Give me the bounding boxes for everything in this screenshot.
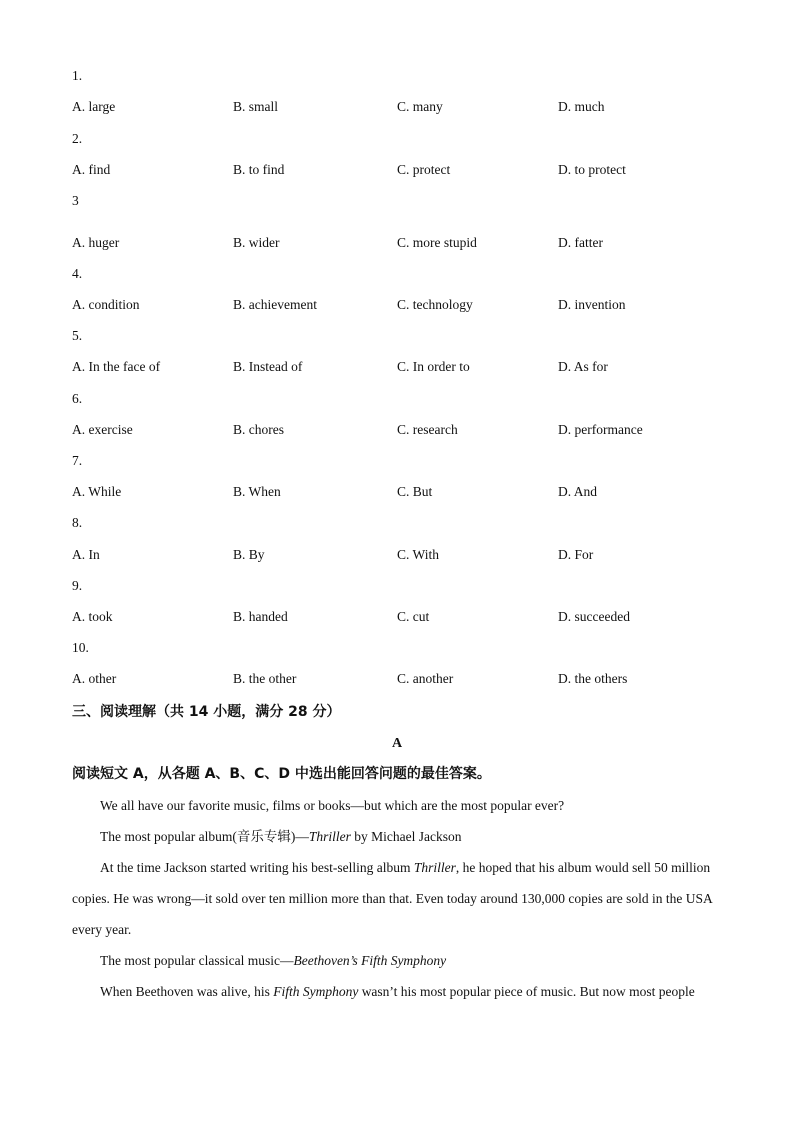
option-a: A. took (72, 609, 113, 624)
option-row (72, 98, 732, 116)
option-c: C. protect (397, 162, 451, 177)
option-a: A. In the face of (72, 359, 161, 374)
option-d: D. fatter (558, 235, 603, 250)
option-b: B. By (233, 547, 265, 562)
option-d: D. invention (558, 297, 626, 312)
paragraph-classical-heading (72, 945, 722, 976)
option-d: D. succeeded (558, 609, 630, 624)
option-c: C. research (397, 422, 458, 437)
question-number: 7. (72, 453, 83, 468)
question-number: 1. (72, 68, 83, 83)
option-d: D. much (558, 99, 605, 114)
question-number: 3 (72, 193, 79, 208)
option-c: C. technology (397, 297, 473, 312)
option-c: C. many (397, 99, 443, 114)
option-d: D. the others (558, 671, 628, 686)
paragraph-intro: We all have our favorite music, films or books—but which are the most popular ever? (100, 798, 565, 813)
option-row (72, 161, 732, 179)
option-b: B. Instead of (233, 359, 303, 374)
text-span: wasn’t his most popular piece of music. But now most people (358, 984, 695, 999)
paragraph-classical-body (72, 976, 722, 1007)
option-a: A. condition (72, 297, 140, 312)
option-row (72, 608, 732, 626)
question-number: 2. (72, 131, 83, 146)
text-span: At the time Jackson started writing his best-selling album (100, 860, 414, 875)
option-d: D. As for (558, 359, 608, 374)
section-heading: 三、阅读理解（共 14 小题，满分 28 分） (72, 704, 341, 720)
option-row (72, 421, 732, 439)
option-a: A. large (72, 99, 116, 114)
question-number: 5. (72, 328, 83, 343)
text-span: The most popular album(音乐专辑)— (100, 829, 309, 844)
option-c: C. another (397, 671, 454, 686)
option-row (72, 483, 732, 501)
passage-label: A (391, 736, 403, 751)
option-b: B. achievement (233, 297, 317, 312)
text-span: by Michael Jackson (350, 829, 462, 844)
reading-instruction: 阅读短文 A，从各题 A、B、C、D 中选出能回答问题的最佳答案。 (72, 766, 491, 782)
option-a: A. other (72, 671, 117, 686)
option-b: B. the other (233, 671, 297, 686)
option-d: D. For (558, 547, 594, 562)
question-number: 9. (72, 578, 83, 593)
symphony-title: Fifth Symphony (273, 984, 359, 999)
option-a: A. While (72, 484, 122, 499)
option-b: B. small (233, 99, 279, 114)
option-b: B. When (233, 484, 281, 499)
option-b: B. chores (233, 422, 284, 437)
text-span: When Beethoven was alive, his (100, 984, 274, 999)
option-a: A. find (72, 162, 111, 177)
option-d: D. performance (558, 422, 643, 437)
text-span: , he hoped that his album would sell 50 million copies. He was wrong—it sold over ten million more than that. Even today around 130,000 copies are sold in the USA every year. (72, 860, 713, 937)
option-d: D. to protect (558, 162, 626, 177)
question-number: 10. (72, 640, 89, 655)
option-b: B. to find (233, 162, 285, 177)
option-a: A. In (72, 547, 100, 562)
option-row (72, 296, 732, 314)
option-row (72, 670, 732, 688)
option-a: A. huger (72, 235, 120, 250)
question-number: 4. (72, 266, 83, 281)
paragraph-album-heading (72, 821, 722, 852)
option-a: A. exercise (72, 422, 133, 437)
option-c: C. cut (397, 609, 430, 624)
option-b: B. wider (233, 235, 280, 250)
option-d: D. And (558, 484, 598, 499)
album-title: Thriller (308, 829, 351, 844)
option-row (72, 234, 732, 252)
symphony-title: Beethoven’s Fifth Symphony (293, 953, 447, 968)
question-number: 6. (72, 391, 83, 406)
option-b: B. handed (233, 609, 288, 624)
option-c: C. With (397, 547, 439, 562)
question-number: 8. (72, 515, 83, 530)
album-title: Thriller (413, 860, 456, 875)
option-row (72, 358, 732, 376)
paragraph-album-body (72, 852, 722, 945)
option-c: C. In order to (397, 359, 470, 374)
option-row (72, 546, 732, 564)
option-c: C. more stupid (397, 235, 477, 250)
option-c: C. But (397, 484, 433, 499)
text-span: The most popular classical music— (100, 953, 294, 968)
